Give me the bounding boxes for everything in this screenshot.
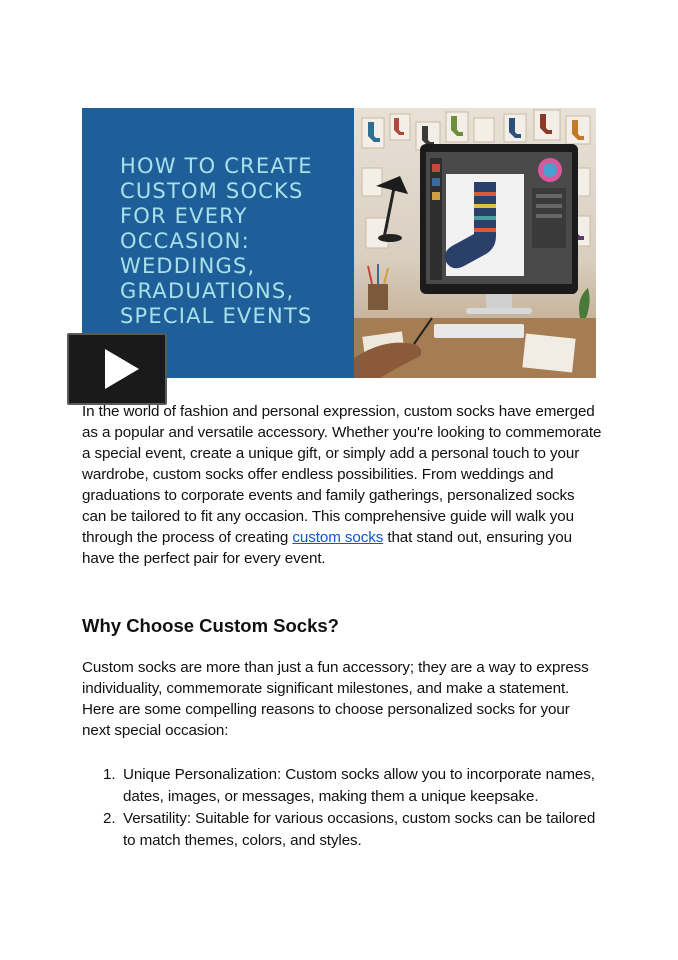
list-item — [82, 764, 602, 807]
designer-monitor-sock-illustration — [354, 108, 596, 378]
list-item — [82, 808, 602, 851]
intro-paragraph — [82, 401, 602, 569]
list-item-text: Versatility: Suitable for various occasions, custom socks can be tailored to match themes, colors, and styles. — [123, 810, 596, 849]
play-icon — [69, 335, 165, 403]
section-paragraph: Custom socks are more than just a fun accessory; they are a way to express individuality, commemorate significant milestones, and make a statement. Here are some compelling reasons to choose personalized socks for your next special occasion: — [82, 659, 589, 739]
section-heading: Why Choose Custom Socks? — [82, 615, 339, 636]
hero-illustration — [354, 108, 596, 378]
video-play-button[interactable] — [67, 333, 167, 405]
custom-socks-link[interactable]: custom socks — [292, 529, 384, 546]
list-item-number: 2. — [103, 810, 116, 827]
intro-text-end: that stand out, ensuring you have the perfect pair for every event. — [82, 529, 572, 567]
hero-title: HOW TO CREATE CUSTOM SOCKS FOR EVERY OCCASION: WEDDINGS, GRADUATIONS, SPECIAL EVENTS — [120, 154, 313, 328]
intro-text-start: In the world of fashion and personal expression, custom socks have emerged as a popular and versatile accessory. Whether you're looking to commemorate a special event, create a unique gift, or simply add a personal touch to your wardrobe, custom socks offer endless possibilities. From weddings and graduations to corporate events and family gatherings, personalized socks can be tailored to fit any occasion. This comprehensive guide will walk you through the process of creating — [82, 403, 602, 546]
reasons-list — [82, 764, 602, 852]
list-item-number: 1. — [103, 766, 116, 783]
list-item-text: Unique Personalization: Custom socks allow you to incorporate names, dates, images, or messages, making them a unique keepsake. — [123, 766, 595, 805]
